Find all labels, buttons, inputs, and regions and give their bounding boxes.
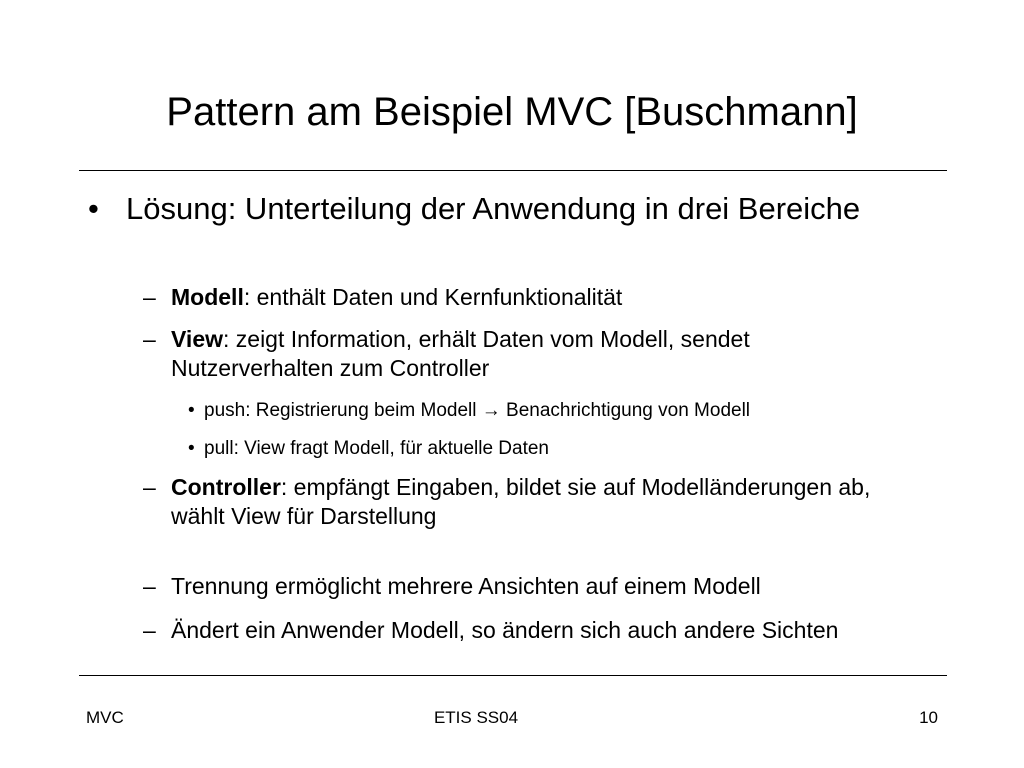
sub-bullet-controller <box>143 473 903 531</box>
sub-bullet-aendert <box>143 616 903 645</box>
keyword-modell: Modell <box>171 284 244 310</box>
pull-text: pull: View fragt Modell, für aktuelle Daten <box>204 438 549 459</box>
bullet-loesung <box>88 190 888 228</box>
push-text-after: Benachrichtigung von Modell <box>500 400 751 421</box>
sub-bullet-aendert-text: Ändert ein Anwender Modell, so ändern sich auch andere Sichten <box>171 617 839 643</box>
sub-sub-bullet-push <box>188 399 928 423</box>
push-text <box>204 399 928 423</box>
keyword-view: View <box>171 326 223 352</box>
small-bullet-marker: • <box>188 438 195 459</box>
dash-marker: – <box>143 573 156 599</box>
small-bullet-marker: • <box>188 400 195 421</box>
sub-bullet-modell <box>143 283 903 312</box>
sub-bullet-view-text <box>171 325 903 383</box>
footer-divider <box>79 675 947 676</box>
modell-description: : enthält Daten und Kernfunktionalität <box>243 284 623 310</box>
bullet-loesung-text: Lösung: Unterteilung der Anwendung in drei Bereiche <box>126 191 861 226</box>
slide-title: Pattern am Beispiel MVC [Buschmann] <box>166 90 858 134</box>
controller-description: : empfängt Eingaben, bildet sie auf Modelländerungen ab, wählt View für Darstellung <box>171 474 871 529</box>
footer-course: ETIS SS04 <box>433 708 519 727</box>
right-arrow-icon: → <box>481 400 501 421</box>
bullet-marker: • <box>88 191 99 226</box>
dash-marker: – <box>143 284 156 310</box>
sub-bullet-trennung <box>143 572 903 601</box>
sub-sub-bullet-pull <box>188 437 928 461</box>
sub-bullet-controller-text <box>171 473 903 531</box>
keyword-controller: Controller <box>171 474 281 500</box>
push-text-before: push: Registrierung beim Modell <box>204 400 482 421</box>
page-number: 10 <box>919 708 938 727</box>
dash-marker: – <box>143 326 156 352</box>
view-description: : zeigt Information, erhält Daten vom Modell, sendet Nutzerverhalten zum Controller <box>171 326 750 381</box>
sub-bullet-modell-text <box>171 283 903 312</box>
sub-bullet-trennung-text: Trennung ermöglicht mehrere Ansichten auf einem Modell <box>171 573 761 599</box>
footer-topic: MVC <box>86 708 124 727</box>
sub-bullet-view <box>143 325 903 383</box>
dash-marker: – <box>143 474 156 500</box>
dash-marker: – <box>143 617 156 643</box>
